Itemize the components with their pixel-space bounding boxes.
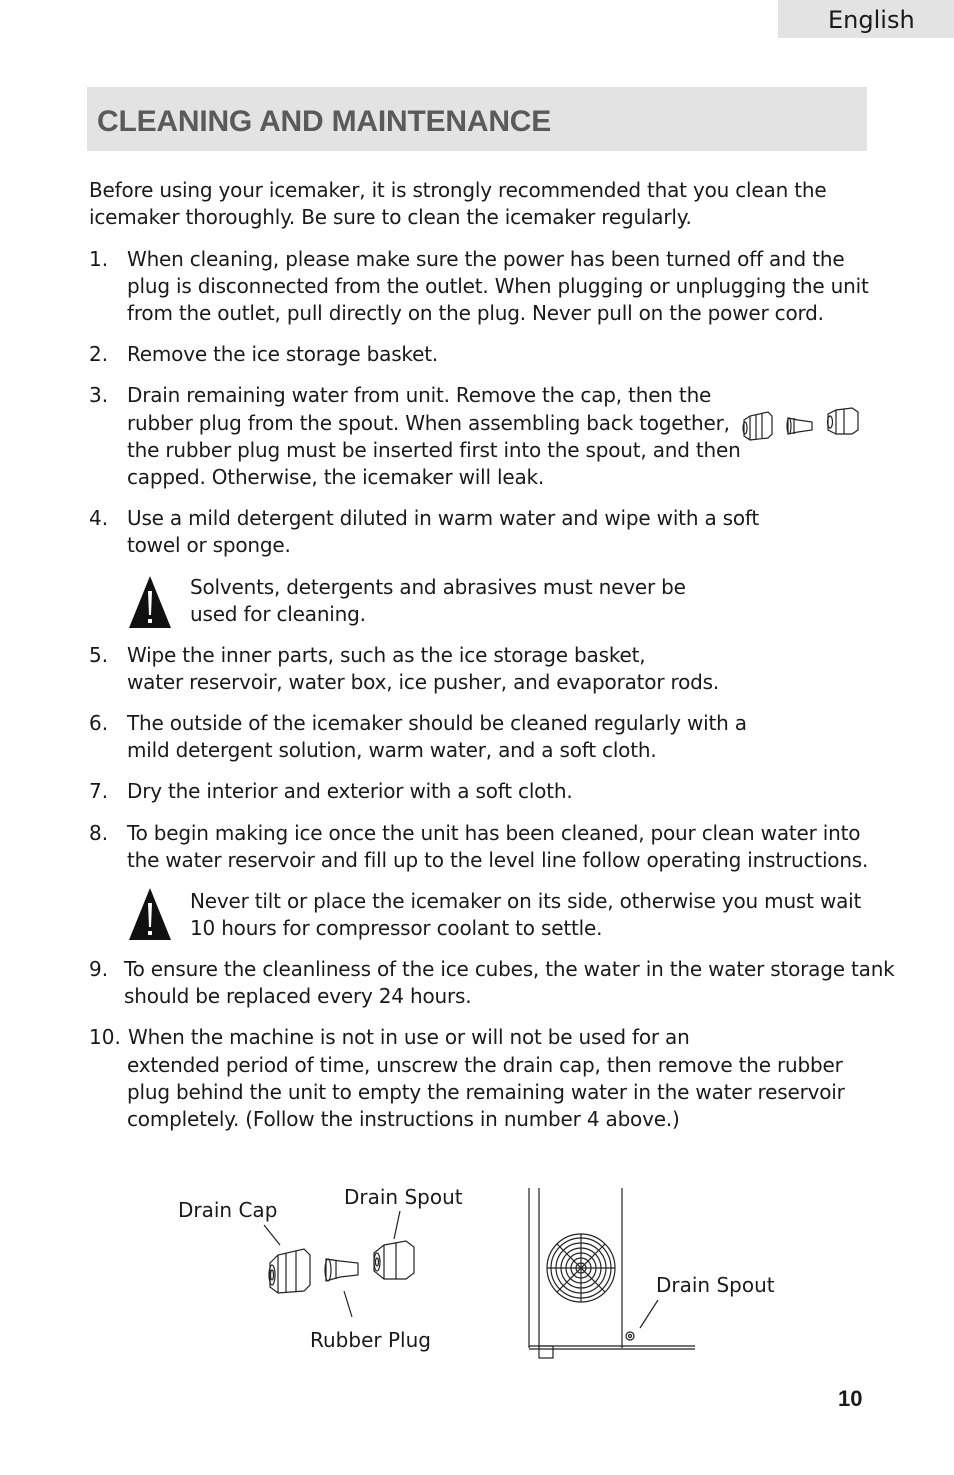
step-3-line: Drain remaining water from unit. Remove the cap, then the <box>127 383 712 407</box>
drain-parts-illustration <box>260 1205 430 1325</box>
drain-spout-label: Drain Spout <box>344 1185 463 1209</box>
step-5-line: Wipe the inner parts, such as the ice storage basket, <box>127 643 646 667</box>
step-number: 2. <box>89 342 109 366</box>
warning-triangle-icon <box>128 887 172 941</box>
step-number: 3. <box>89 383 109 407</box>
warning-1-line: Solvents, detergents and abrasives must never be <box>190 575 686 599</box>
drain-parts-small-illustration <box>740 400 865 446</box>
step-8-line: the water reservoir and fill up to the level line follow operating instructions. <box>127 848 869 872</box>
step-9-line: To ensure the cleanliness of the ice cubes, the water in the water storage tank <box>124 957 895 981</box>
step-4-line: Use a mild detergent diluted in warm water and wipe with a soft <box>127 506 760 530</box>
step-number: 6. <box>89 711 109 735</box>
step-number: 4. <box>89 506 109 530</box>
step-6-line: The outside of the icemaker should be cleaned regularly with a <box>127 711 747 735</box>
drain-cap-label: Drain Cap <box>178 1198 278 1222</box>
step-9-line: should be replaced every 24 hours. <box>124 984 472 1008</box>
drain-spout-unit-label: Drain Spout <box>656 1273 775 1297</box>
step-number: 9. <box>89 957 109 981</box>
intro-line-1: Before using your icemaker, it is strongly recommended that you clean the <box>89 178 827 202</box>
step-3-line: capped. Otherwise, the icemaker will leak. <box>127 465 545 489</box>
step-1-line: When cleaning, please make sure the power has been turned off and the <box>127 247 845 271</box>
rubber-plug-label: Rubber Plug <box>310 1328 431 1352</box>
warning-2-line: 10 hours for compressor coolant to settle. <box>190 916 603 940</box>
step-number: 1. <box>89 247 109 271</box>
warning-1-line: used for cleaning. <box>190 602 366 626</box>
step-10-line: plug behind the unit to empty the remaining water in the water reservoir <box>127 1080 845 1104</box>
step-7-line: Dry the interior and exterior with a soft cloth. <box>127 779 573 803</box>
intro-line-2: icemaker thoroughly. Be sure to clean the icemaker regularly. <box>89 205 692 229</box>
warning-2-line: Never tilt or place the icemaker on its side, otherwise you must wait <box>190 889 862 913</box>
step-1-line: plug is disconnected from the outlet. When plugging or unplugging the unit <box>127 274 869 298</box>
step-4-line: towel or sponge. <box>127 533 291 557</box>
step-3-line: the rubber plug must be inserted first into the spout, and then <box>127 438 741 462</box>
step-number: 8. <box>89 821 109 845</box>
step-6-line: mild detergent solution, warm water, and a soft cloth. <box>127 738 657 762</box>
step-2-line: Remove the ice storage basket. <box>127 342 438 366</box>
language-tab <box>778 0 954 38</box>
step-8-line: To begin making ice once the unit has been cleaned, pour clean water into <box>127 821 861 845</box>
step-number: 10. <box>89 1025 121 1049</box>
step-5-line: water reservoir, water box, ice pusher, and evaporator rods. <box>127 670 720 694</box>
step-1-line: from the outlet, pull directly on the plug. Never pull on the power cord. <box>127 301 824 325</box>
language-label: English <box>828 6 915 34</box>
step-number: 5. <box>89 643 109 667</box>
step-number: 7. <box>89 779 109 803</box>
step-10-line: extended period of time, unscrew the drain cap, then remove the rubber <box>127 1053 843 1077</box>
step-10-line: When the machine is not in use or will not be used for an <box>128 1025 690 1049</box>
section-title: CLEANING AND MAINTENANCE <box>97 105 552 138</box>
step-3-line: rubber plug from the spout. When assembling back together, <box>127 411 730 435</box>
section-title-bar <box>87 87 867 151</box>
page-number: 10 <box>838 1386 863 1411</box>
warning-triangle-icon <box>128 575 172 629</box>
step-10-line: completely. (Follow the instructions in number 4 above.) <box>127 1107 680 1131</box>
